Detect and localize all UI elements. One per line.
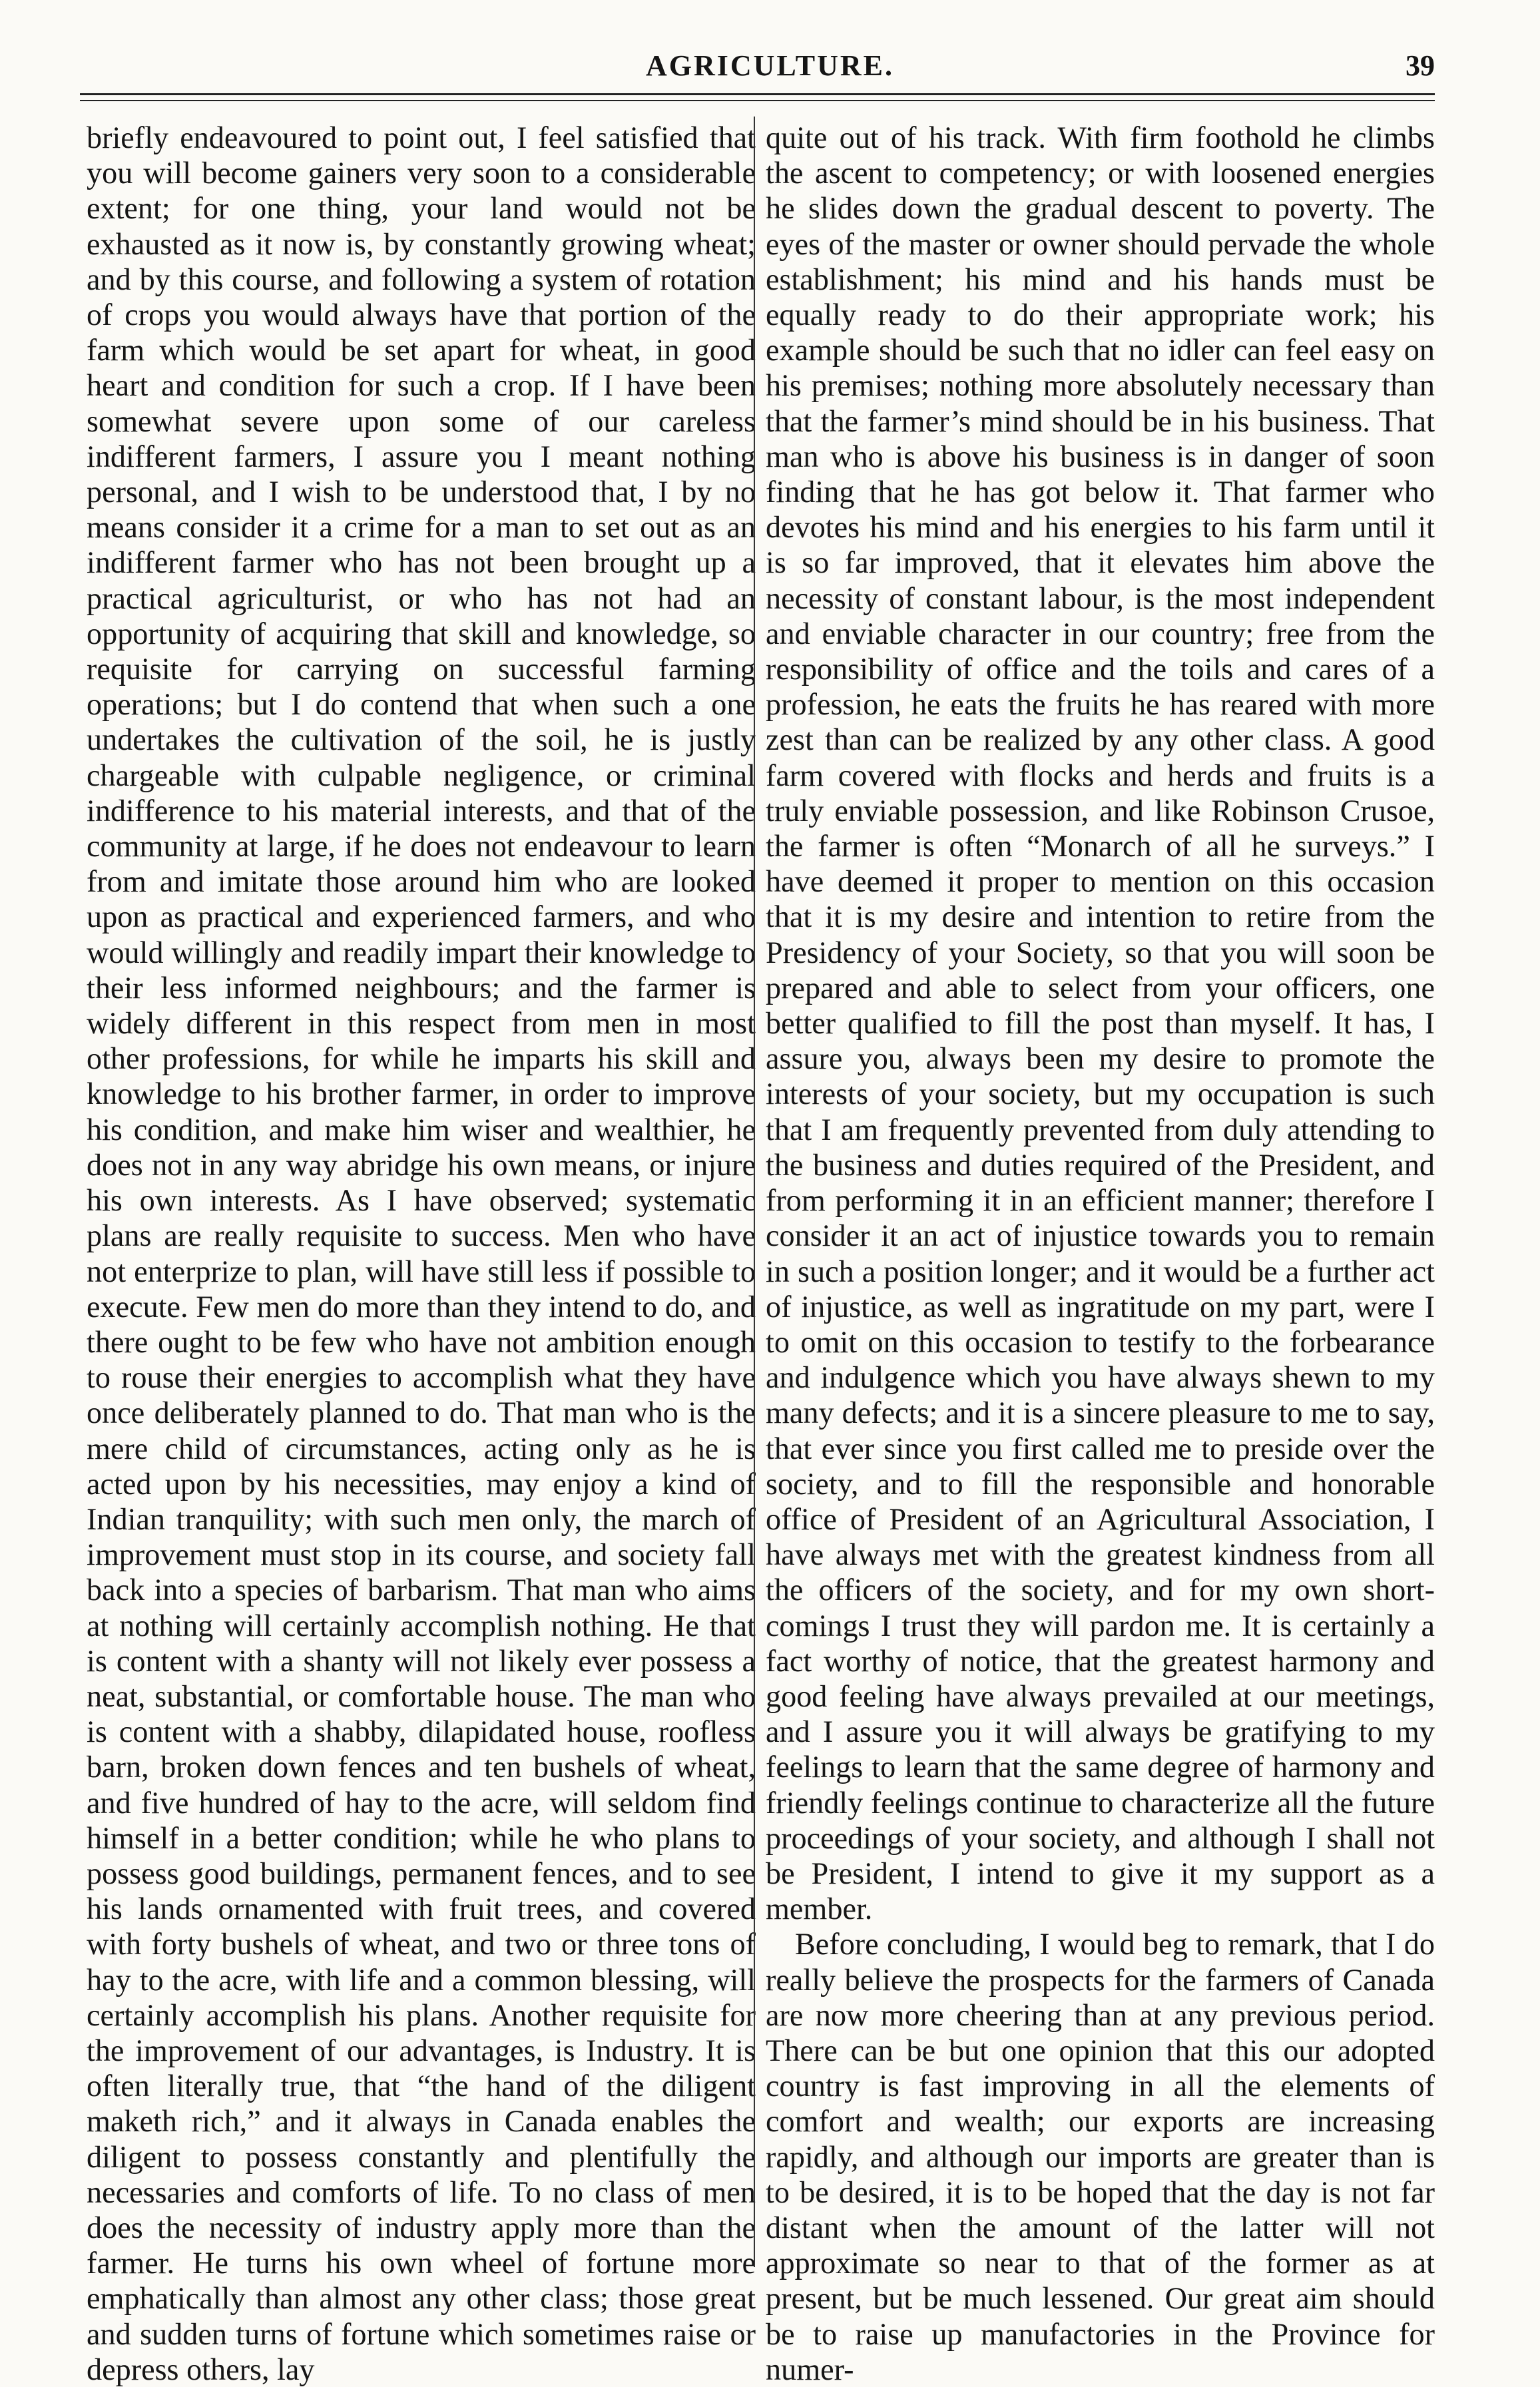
right-column: [766, 120, 1435, 2387]
header-rule: [80, 93, 1435, 95]
paragraph: briefly endeavoured to point out, I feel satisfied that you will become gainers very soon to a considerable extent; for one thing, your land would not be exhausted as it now is, by constantly growing wheat; and by this course, and following a system of rotation of crops you would always have that portion of the farm which would be set apart for wheat, in good heart and condition for such a crop. If I have been somewhat severe upon some of our careless indifferent farmers, I assure you I meant nothing personal, and I wish to be understood that, I by no means consider it a crime for a man to set out as an indifferent farmer who has not been brought up a practical agriculturist, or who has not had an opportunity of acquiring that skill and knowledge, so requisite for carrying on successful farming operations; but I do contend that when such a one undertakes the cultivation of the soil, he is justly chargeable with culpable negligence, or criminal indifference to his material interests, and that of the community at large, if he does not endeavour to learn from and imitate those around him who are looked upon as practical and experienced farmers, and who would willingly and readily impart their knowledge to their less informed neighbours; and the farmer is widely different in this respect from men in most other professions, for while he imparts his skill and knowledge to his brother farmer, in order to improve his condition, and make him wiser and wealthier, he does not in any way abridge his own means, or injure his own interests. As I have observed; systematic plans are really requisite to success. Men who have not enterprize to plan, will have still less if possible to execute. Few men do more than they intend to do, and there ought to be few who have not ambition enough to rouse their energies to accomplish what they have once deliberately planned to do. That man who is the mere child of circumstances, acting only as he is acted upon by his necessities, may enjoy a kind of Indian tranquility; with such men only, the march of improvement must stop in its course, and society fall back into a species of barbarism. That man who aims at nothing will certainly accomplish nothing. He that is content with a shanty will not likely ever possess a neat, substantial, or comfortable house. The man who is content with a shabby, dilapidated house, roofless barn, broken down fences and ten bushels of wheat, and five hundred of hay to the acre, will seldom find himself in a better condition; while he who plans to possess good buildings, permanent fences, and to see his lands ornamented with fruit trees, and covered with forty bushels of wheat, and two or three tons of hay to the acre, with life and a common blessing, will certainly accomplish his plans. Another requisite for the improvement of our advantages, is Industry. It is often literally true, that “the hand of the diligent maketh rich,” and it always in Canada enables the diligent to possess constantly and plentifully the necessaries and comforts of life. To no class of men does the necessity of industry apply more than the farmer. He turns his own wheel of fortune more emphatically than almost any other class; those great and sudden turns of fortune which sometimes raise or depress others, lay: [87, 121, 756, 2386]
page-number: 39: [1406, 49, 1435, 82]
running-title: AGRICULTURE.: [645, 49, 894, 82]
page-header: [0, 37, 1540, 90]
column-divider: [754, 117, 755, 2267]
paragraph: quite out of his track. With firm foothold he climbs the ascent to competency; or with loosened energies he slides down the gradual descent to poverty. The eyes of the master or owner should pervade the whole establishment; his mind and his hands must be equally ready to do their appropriate work; his example should be such that no idler can feel easy on his premises; nothing more absolutely necessary than that the farmer’s mind should be in his business. That man who is above his business is in danger of soon finding that he has got below it. That farmer who devotes his mind and his energies to his farm until it is so far improved, that it elevates him above the necessity of constant labour, is the most independent and enviable character in our country; free from the responsibility of office and the toils and cares of a profession, he eats the fruits he has reared with more zest than can be realized by any other class. A good farm covered with flocks and herds and fruits is a truly enviable possession, and like Robinson Crusoe, the farmer is often “Monarch of all he surveys.” I have deemed it proper to mention on this occasion that it is my desire and intention to retire from the Presidency of your Society, so that you will soon be prepared and able to select from your officers, one better qualified to fill the post than myself. It has, I assure you, always been my desire to promote the interests of your society, but my occupation is such that I am frequently prevented from duly attending to the business and duties required of the President, and from performing it in an efficient manner; therefore I consider it an act of injustice towards you to remain in such a position longer; and it would be a further act of injustice, as well as ingratitude on my part, were I to omit on this occasion to testify to the forbearance and indulgence which you have always shewn to my many defects; and it is a sincere pleasure to me to say, that ever since you first called me to preside over the society, and to fill the responsible and honorable office of President of an Agricultural Association, I have always met with the greatest kindness from all the officers of the society, and for my own short-comings I trust they will pardon me. It is certainly a fact worthy of notice, that the greatest harmony and good feeling have always prevailed at our meetings, and I assure you it will always be gratifying to my feelings to learn that the same degree of harmony and friendly feelings continue to characterize all the future proceedings of your society, and although I shall not be President, I intend to give it my support as a member.: [766, 121, 1435, 1926]
paragraph: Before concluding, I would beg to remark, that I do really believe the prospects for the farmers of Canada are now more cheering than at any previous period. There can be but one opinion that this our adopted country is fast improving in all the elements of comfort and wealth; our exports are increasing rapidly, and although our imports are greater than is to be desired, it is to be hoped that the day is not far distant when the amount of the latter will not approximate so near to that of the former as at present, but be much lessened. Our great aim should be to raise up manufactories in the Province for numer-: [766, 1927, 1435, 2386]
left-column: [87, 120, 756, 2387]
header-rule-thin: [80, 100, 1435, 101]
